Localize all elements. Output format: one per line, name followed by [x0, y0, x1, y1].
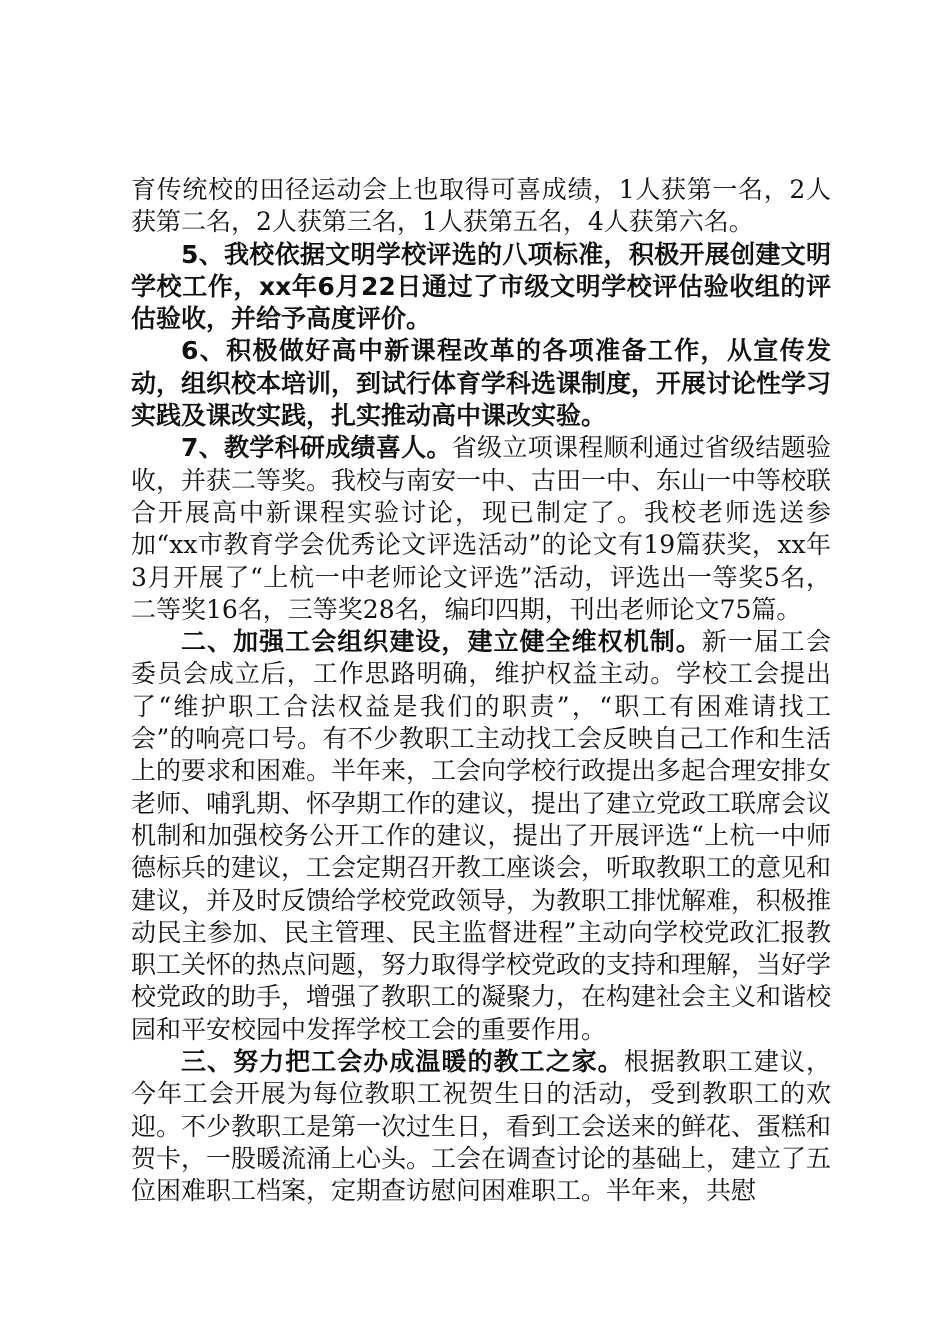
paragraph-heading: 6、积极做好高中新课程改革的各项准备工作，从宣传发动，组织校本培训，到试行体育学科选课制度，开展讨论性学习实践及课改实践，扎实推动高中课改实验。	[131, 336, 832, 431]
section-heading: 三、努力把工会办成温暖的教工之家。	[181, 1047, 624, 1077]
section-two	[131, 626, 831, 1046]
paragraph-heading: 5、我校依据文明学校评选的八项标准，积极开展创建文明学校工作，xx年6月22日通过了市级文明学校评估验收组的评估验收，并给予高度评价。	[131, 239, 831, 334]
paragraph-heading: 7、教学科研成绩喜人。	[181, 433, 452, 463]
paragraph-continuation	[131, 174, 831, 239]
paragraph-item-5	[131, 239, 831, 336]
paragraph-text: 省级立项课程顺利通过省级结题验收，并获二等奖。我校与南安一中、古田一中、东山一中等校联合开展高中新课程实验讨论，现已制定了。我校老师选送参加“xx市教育学会优秀论文评选活动”的论文有19篇获奖，xx年3月开展了“上杭一中老师论文评选”活动，评选出一等奖5名，二等奖16名，三等奖28名，编印四期，刊出老师论文75篇。	[131, 433, 832, 624]
paragraph-item-6	[131, 335, 831, 432]
paragraph-text: 育传统校的田径运动会上也取得可喜成绩，1人获第一名，2人获第二名，2人获第三名，1人获第五名，4人获第六名。	[131, 175, 831, 237]
paragraph-text: 新一届工会委员会成立后，工作思路明确，维护权益主动。学校工会提出了“维护职工合法权益是我们的职责”，“职工有困难请找工会”的响亮口号。有不少教职工主动找工会反映自己工作和生活上的要求和困难。半年来，工会向学校行政提出多起合理安排女老师、哺乳期、怀孕期工作的建议，提出了建立党政工联席会议机制和加强校务公开工作的建议，提出了开展评选“上杭一中师德标兵的建议，工会定期召开教工座谈会，听取教职工的意见和建议，并及时反馈给学校党政领导，为教职工排忧解难，积极推动民主参加、民主管理、民主监督进程”主动向学校党政汇报教职工关怀的热点问题，努力取得学校党政的支持和理解，当好学校党政的助手，增强了教职工的凝聚力，在构建社会主义和谐校园和平安校园中发挥学校工会的重要作用。	[131, 627, 832, 1044]
paragraph-item-7	[131, 432, 831, 626]
document-body	[131, 174, 831, 1208]
section-three	[131, 1046, 831, 1207]
section-heading: 二、加强工会组织建设，建立健全维权机制。	[181, 627, 702, 657]
paragraph-text: 根据教职工建议，今年工会开展为每位教职工祝贺生日的活动，受到教职工的欢迎。不少教职工是第一次过生日，看到工会送来的鲜花、蛋糕和贺卡，一股暖流涌上心头。工会在调查讨论的基础上，建立了五位困难职工档案，定期查访慰问困难职工。半年来，共慰	[131, 1047, 832, 1206]
